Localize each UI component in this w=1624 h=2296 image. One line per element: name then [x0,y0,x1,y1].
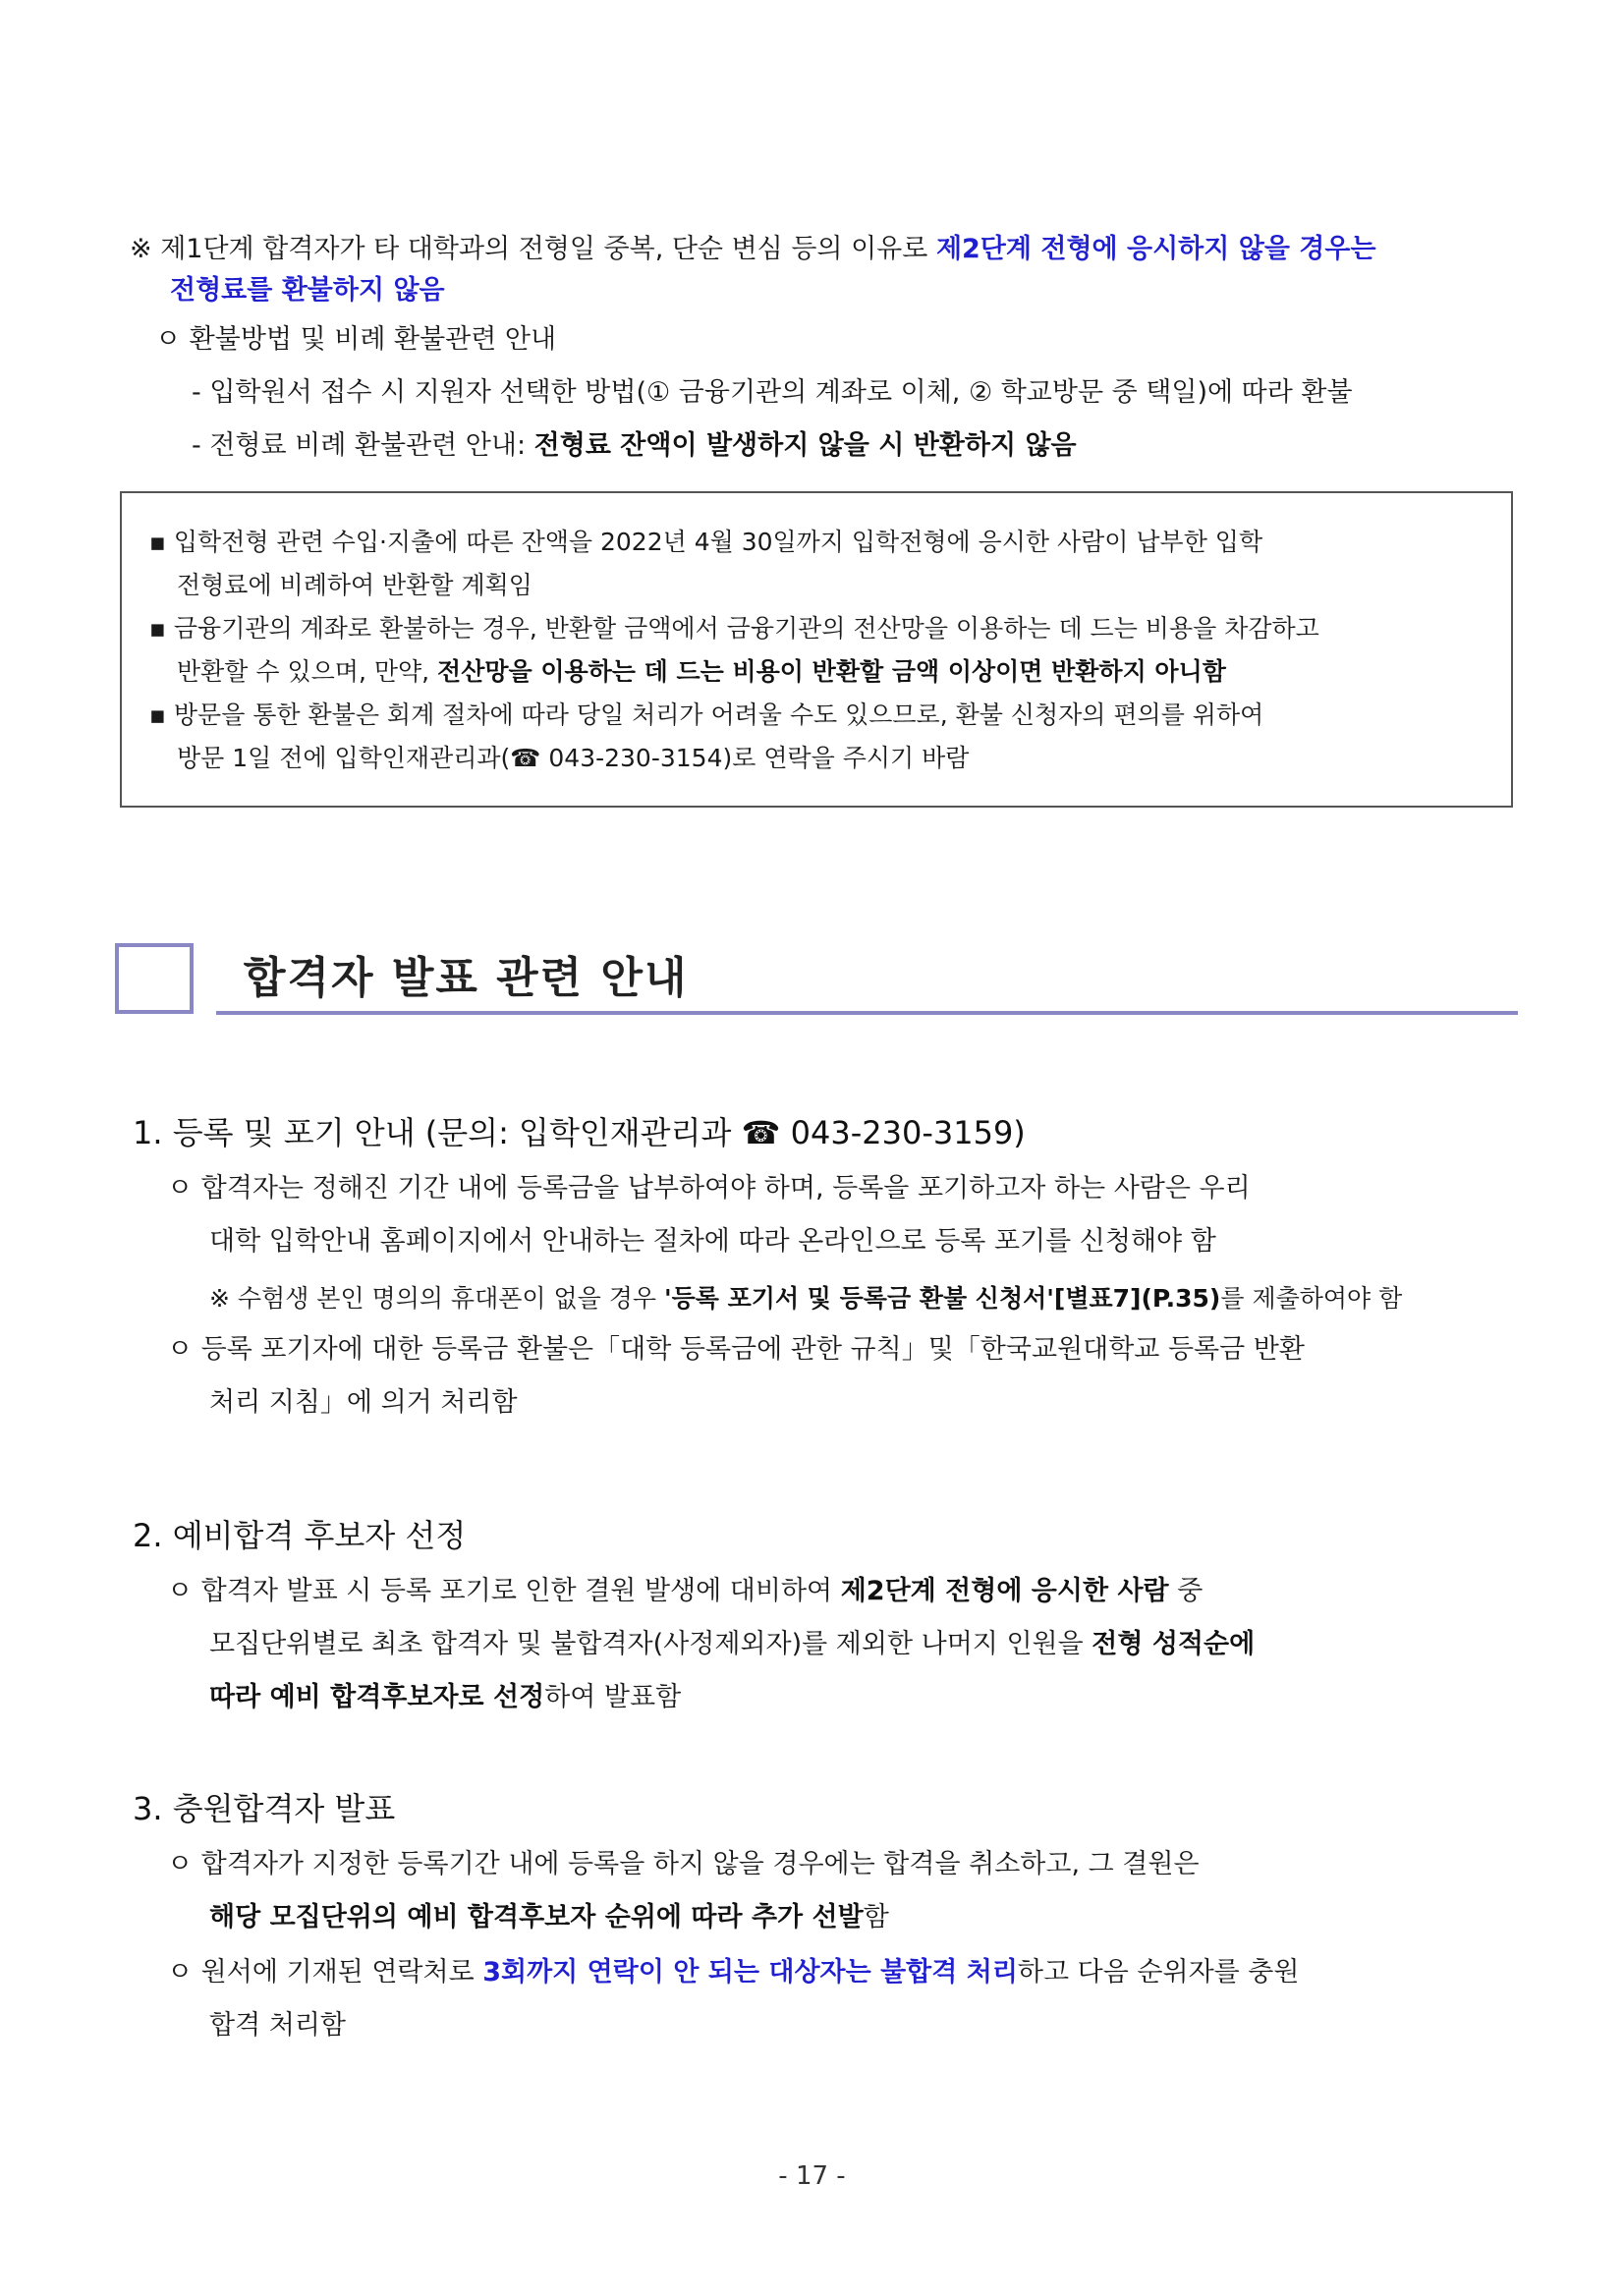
refund-method-item-2-emphasis: 전형료 잔액이 발생하지 않을 시 반환하지 않음 [533,430,1077,461]
s2-line2-emphasis: 전형 성적순에 [1092,1629,1256,1659]
s2-line1-text-end: 중 [1168,1576,1204,1606]
s1-note-form-reference: '등록 포기서 및 등록금 환불 신청서'[별표7](P.35) [663,1284,1221,1313]
s3-para1-line1: ㅇ 합격자가 지정한 등록기간 내에 등록을 하지 않을 경우에는 합격을 취소하고, 그 결원은 [167,1849,1200,1879]
refund-method-item-2-text: - 전형료 비례 환불관련 안내: [192,430,534,461]
notice-bullet-2-emphasis: 전산망을 이용하는 데 드는 비용이 반환할 금액 이상이면 반환하지 아니함 [437,657,1226,686]
s2-line3 [209,1678,681,1717]
s1-note-text: ※ 수험생 본인 명의의 휴대폰이 없을 경우 [209,1284,664,1313]
s2-line1-text: ㅇ 합격자 발표 시 등록 포기로 인한 결원 발생에 대비하여 [167,1576,841,1606]
refund-note-text: ※ 제1단계 합격자가 타 대학과의 전형일 중복, 단순 변심 등의 이유로 [130,234,936,264]
s3-para2-text: ㅇ 원서에 기재된 연락처로 [167,1957,483,1988]
s3-para1-text-end: 함 [863,1902,889,1932]
notice-bullet-2-line1: ▪ 금융기관의 계좌로 환불하는 경우, 반환할 금액에서 금융기관의 전산망을 이용하는 데 드는 비용을 차감하고 [149,614,1319,643]
notice-bullet-1-line1: ▪ 입학전형 관련 수입·지출에 따른 잔액을 2022년 4월 30일까지 입학전형에 응시한 사람이 납부한 입학 [149,528,1263,556]
notice-bullet-2-line2 [177,652,1226,692]
notice-bullet-2-text: 반환할 수 있으며, 만약, [177,657,438,686]
s1-heading: 1. 등록 및 포기 안내 (문의: 입학인재관리과 ☎ 043-230-3159) [133,1114,1026,1151]
refund-method-heading: ㅇ 환불방법 및 비례 환불관련 안내 [155,324,557,355]
refund-note-emphasis: 제2단계 전형에 응시하지 않을 경우는 [935,234,1376,264]
s3-para2-text-end: 하고 다음 순위자를 충원 [1017,1957,1300,1988]
s2-line3-emphasis: 따라 예비 합격후보자로 선정 [209,1682,545,1712]
s2-line1 [167,1572,1203,1611]
s2-line1-emphasis: 제2단계 전형에 응시한 사람 [840,1576,1169,1606]
s1-para2-line2: 처리 지침」에 의거 처리함 [209,1387,518,1418]
s1-para2-line1: ㅇ 등록 포기자에 대한 등록금 환불은「대학 등록금에 관한 규칙」및「한국교원대학교 등록금 반환 [167,1334,1305,1365]
notice-bullet-3-line1: ▪ 방문을 통한 환불은 회계 절차에 따라 당일 처리가 어려울 수도 있으므로, 환불 신청자의 편의를 위하여 [149,700,1264,729]
s3-para2-emphasis: 3회까지 연락이 안 되는 대상자는 불합격 처리 [482,1957,1018,1988]
s2-line3-text: 하여 발표함 [544,1682,682,1712]
section-marker-square [115,943,194,1014]
s2-heading: 2. 예비합격 후보자 선정 [133,1517,467,1554]
s2-line2 [209,1625,1255,1664]
s3-para1-line2 [209,1898,889,1937]
s1-note [209,1279,1402,1318]
s3-heading: 3. 충원합격자 발표 [133,1790,396,1827]
s3-para2-line2: 합격 처리함 [209,2010,346,2041]
refund-method-item-1: - 입학원서 접수 시 지원자 선택한 방법(① 금융기관의 계좌로 이체, ② 학교방문 중 택일)에 따라 환불 [192,377,1353,408]
page-number: - 17 - [778,2161,846,2191]
refund-note-line1 [130,230,1376,269]
s3-para1-emphasis: 해당 모집단위의 예비 합격후보자 순위에 따라 추가 선발 [209,1902,864,1932]
s1-para1-line1: ㅇ 합격자는 정해진 기간 내에 등록금을 납부하여야 하며, 등록을 포기하고자 하는 사람은 우리 [167,1173,1251,1204]
section-title: 합격자 발표 관련 안내 [244,953,689,1003]
refund-note-line2: 전형료를 환불하지 않음 [170,275,445,306]
s2-line2-text: 모집단위별로 최초 합격자 및 불합격자(사정제외자)를 제외한 나머지 인원을 [209,1629,1092,1659]
section-title-underline [216,1011,1518,1015]
s1-note-text-end: 를 제출하여야 함 [1220,1284,1403,1313]
refund-method-item-2 [192,426,1077,466]
notice-bullet-1-line2: 전형료에 비례하여 반환할 계획임 [177,571,532,599]
notice-bullet-3-line2: 방문 1일 전에 입학인재관리과(☎ 043-230-3154)로 연락을 주시기 바람 [177,744,970,772]
s1-para1-line2: 대학 입학안내 홈페이지에서 안내하는 절차에 따라 온라인으로 등록 포기를 신청해야 함 [209,1226,1216,1257]
s3-para2-line1 [167,1953,1299,1992]
